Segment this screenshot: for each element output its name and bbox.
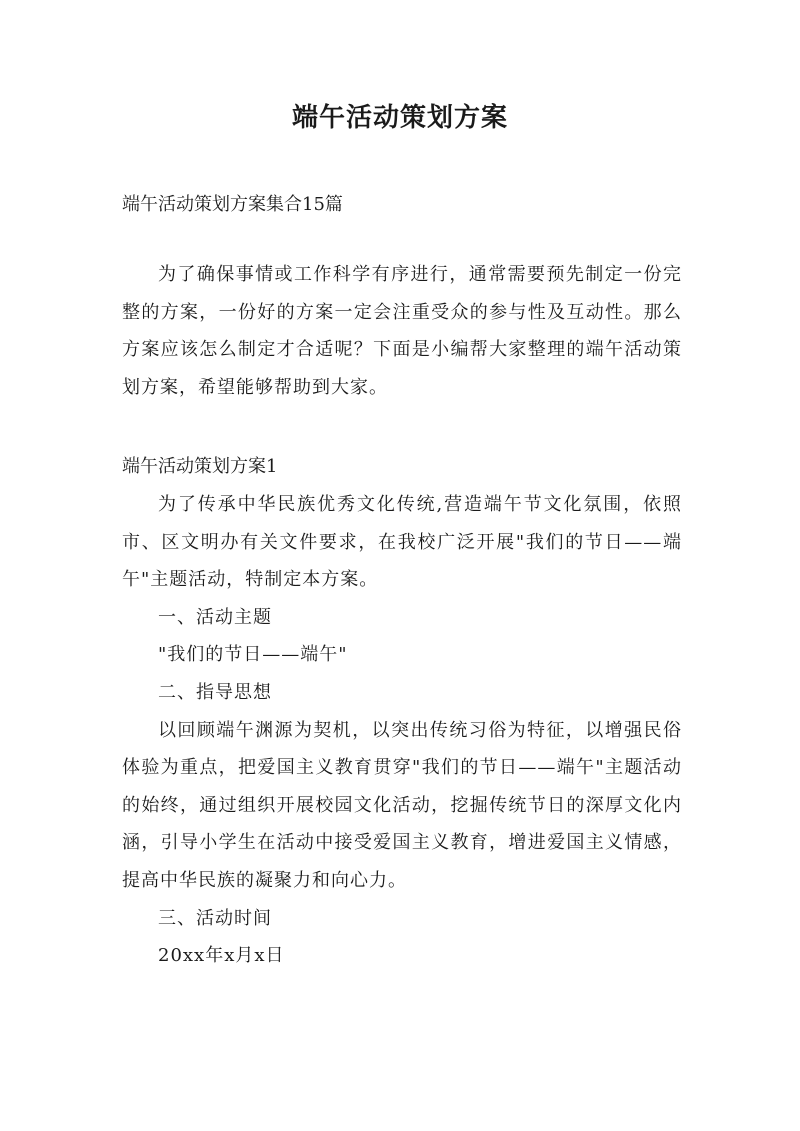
heading-guiding-thought: 二、指导思想 — [158, 681, 272, 703]
body-paragraph: 为了传承中华民族优秀文化传统,营造端午节文化氛围，依照市、区文明办有关文件要求，在我校广泛开展"我们的节日——端午"主题活动，特制定本方案。 — [122, 494, 682, 591]
document-subtitle: 端午活动策划方案集合15篇 — [122, 194, 343, 215]
page-title: 端午活动策划方案 — [291, 103, 508, 133]
activity-time-text: 20xx年x月x日 — [158, 945, 285, 967]
section-body — [122, 486, 682, 975]
activity-theme-text: "我们的节日——端午" — [158, 644, 348, 666]
intro-paragraph: 为了确保事情或工作科学有序进行，通常需要预先制定一份完整的方案，一份好的方案一定会注重受众的参与性及互动性。那么方案应该怎么制定才合适呢？下面是小编帮大家整理的端午活动策划方案，希望能够帮助到大家。 — [122, 264, 682, 398]
guiding-thought-paragraph: 以回顾端午渊源为契机，以突出传统习俗为特征，以增强民俗体验为重点，把爱国主义教育贯穿"我们的节日——端午"主题活动的始终，通过组织开展校园文化活动，挖掘传统节日的深厚文化内涵，引导小学生在活动中接受爱国主义教育，增进爱国主义情感，提高中华民族的凝聚力和向心力。 — [122, 719, 682, 891]
heading-activity-theme: 一、活动主题 — [158, 606, 272, 628]
heading-activity-time: 三、活动时间 — [158, 907, 272, 929]
section-title: 端午活动策划方案1 — [122, 456, 278, 477]
